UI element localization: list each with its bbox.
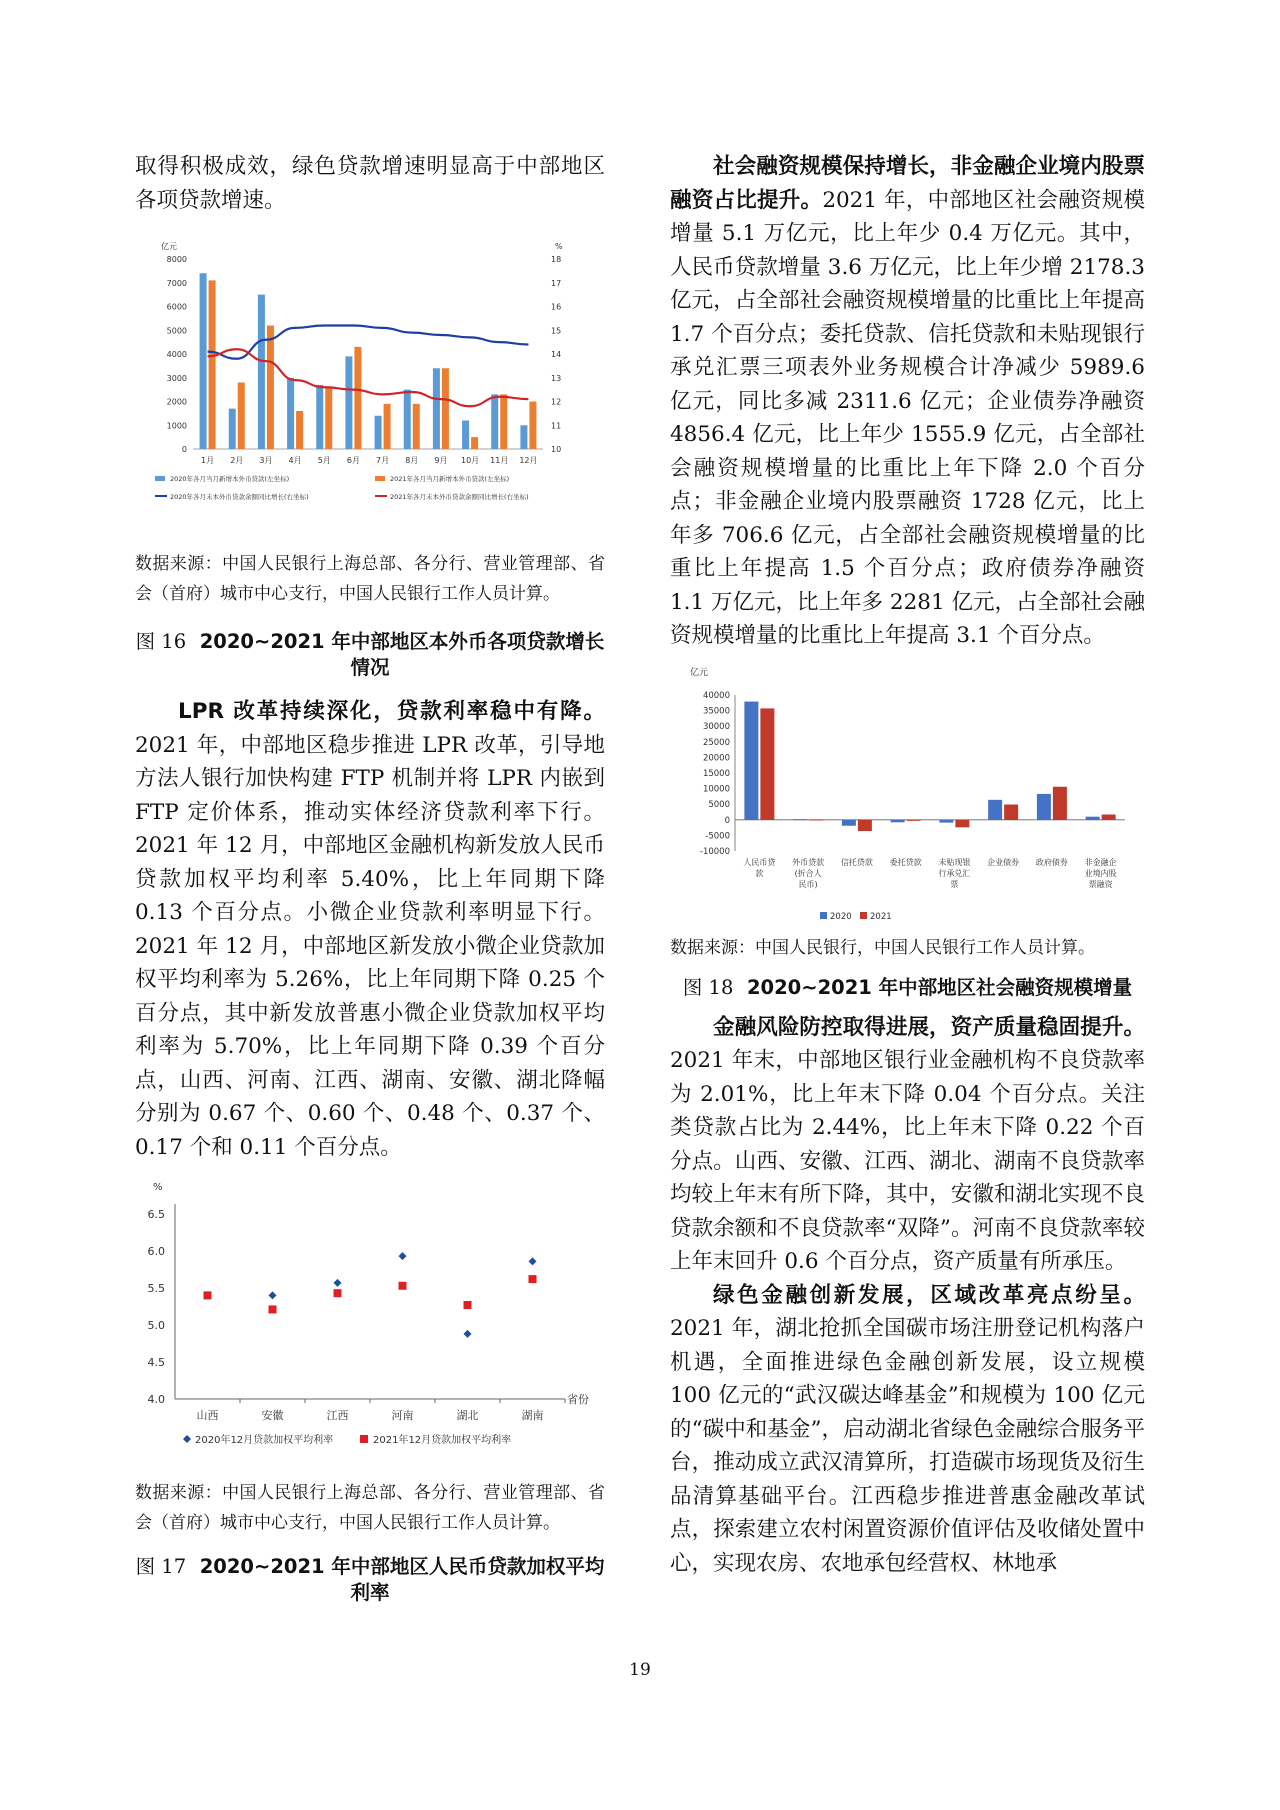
fig16-right-unit: %	[555, 242, 563, 251]
fig18-y-tick: 25000	[702, 737, 730, 748]
fig16-bar-2021	[384, 404, 391, 449]
lpr-body: 2021 年，中部地区稳步推进 LPR 改革，引导地方法人银行加快构建 FTP 机制并将 LPR 内嵌到 FTP 定价体系，推动实体经济贷款利率下行。2021 年 12 月，中部地区金融机构新发放人民币贷款加权平均利率 5.40%，比上年同期下降 0.13 个百分点。小微企业贷款利率明显下行。2021 年 12 月，中部地区新发放小微企业贷款加权平均利率为 5.26%，比上年同期下降 0.25 个百分点，其中新发放普惠小微企业贷款加权平均利率为 5.70%，比上年同期下降 0.39 个百分点，山西、河南、江西、湖南、安徽、湖北降幅分别为 0.67 个、0.60 个、0.48 个、0.37 个、0.17 个和 0.11 个百分点。	[135, 732, 605, 1160]
fig17-x-tick: 河南	[391, 1409, 414, 1422]
social-financing-body: 2021 年，中部地区社会融资规模增量 5.1 万亿元，比上年少 0.4 万亿元。其中，人民币贷款增量 3.6 万亿元，比上年少增 2178.3 亿元，占全部社会融资规模增量的比重比上年提高 1.7 个百分点；委托贷款、信托贷款和未贴现银行承兑汇票三项表外业务规模合计净减少 5989.6 亿元，同比多减 2311.6 亿元；企业债券净融资 4856.4 亿元，比上年少 1555.9 亿元，占全部社会融资规模增量的比重比上年下降 2.0 个百分点；非金融企业境内股票融资 1728 亿元，比上年多 706.6 亿元，占全部社会融资规模增量的比重比上年提高 1.5 个百分点；政府债券净融资 1.1 万亿元，比上年多 2281 亿元，占全部社会融资规模增量的比重比上年提高 3.1 个百分点。	[670, 187, 1145, 648]
figure-17-caption-number: 图 17	[135, 1555, 187, 1578]
fig16-x-tick: 3月	[259, 456, 273, 465]
fig18-bar-2021	[1102, 814, 1116, 819]
fig18-legend-swatch-2020	[820, 912, 827, 919]
fig18-x-tick: 信托贷款	[840, 857, 873, 867]
fig18-bar-2021	[858, 819, 872, 830]
fig18-bar-2020	[939, 819, 953, 822]
fig18-y-tick: 0	[724, 815, 730, 826]
fig18-bar-2021	[1004, 804, 1018, 819]
fig17-point-2020	[464, 1330, 472, 1338]
fig17-x-tick: 江西	[326, 1409, 349, 1422]
fig16-x-tick: 4月	[288, 456, 302, 465]
fig18-x-tick: 外币贷款	[792, 857, 825, 867]
fig17-legend-marker-2020	[183, 1435, 191, 1443]
fig16-bar-2021	[296, 411, 303, 449]
fig17-x-label: 省份	[567, 1393, 589, 1406]
social-financing-paragraph	[670, 150, 1145, 653]
fig17-point-2020	[269, 1291, 277, 1299]
figure-16-caption-text: 2020~2021 年中部地区本外币各项贷款增长情况	[199, 630, 605, 679]
figure-18-chart	[670, 661, 1145, 931]
fig16-x-tick: 8月	[405, 456, 419, 465]
fig17-y-tick: 6.0	[147, 1245, 165, 1258]
fig18-bar-2020	[988, 799, 1002, 819]
fig17-legend-label-2020: 2020年12月贷款加权平均利率	[195, 1435, 334, 1446]
figure-18-caption-number: 图 18	[682, 975, 734, 999]
fig16-left-tick: 3000	[166, 373, 187, 383]
risk-body: 2021 年末，中部地区银行业金融机构不良贷款率为 2.01%，比上年末下降 0.04 个百分点。关注类贷款占比为 2.44%，比上年末下降 0.22 个百分点。山西、安徽、江西、湖北、湖南不良贷款率均较上年末有所下降，其中，安徽和湖北实现不良贷款余额和不良贷款率“双降”。河南不良贷款率较上年末回升 0.6 个百分点，资产质量有所承压。	[670, 1048, 1145, 1274]
fig17-point-2021	[269, 1305, 277, 1313]
fig16-bar-2021	[442, 368, 449, 449]
fig17-point-2021	[204, 1291, 212, 1299]
fig18-bar-2021	[907, 819, 921, 820]
fig16-right-tick: 18	[551, 255, 562, 264]
fig17-y-unit: %	[153, 1182, 163, 1193]
fig18-bar-2020	[891, 819, 905, 821]
fig16-x-tick: 5月	[317, 456, 331, 465]
fig16-right-tick: 12	[551, 397, 562, 407]
fig16-left-tick: 2000	[166, 397, 187, 407]
fig16-right-tick: 17	[551, 278, 562, 288]
fig16-bar-2021	[209, 280, 216, 449]
fig16-legend-swatch	[155, 476, 165, 481]
figure-18-caption	[670, 975, 1145, 1001]
figure-16-source: 数据来源：中国人民银行上海总部、各分行、营业管理部、省会（首府）城市中心支行，中国人民银行工作人员计算。	[135, 554, 605, 604]
fig16-x-tick: 2月	[230, 456, 244, 465]
fig17-y-tick: 5.0	[147, 1319, 165, 1332]
fig16-left-tick: 5000	[166, 326, 187, 336]
fig17-legend-label-2021: 2021年12月贷款加权平均利率	[373, 1435, 512, 1446]
fig18-legend-label-2021: 2021	[870, 911, 892, 922]
figure-17-chart	[135, 1174, 605, 1464]
fig18-y-unit: 亿元	[690, 667, 709, 678]
fig18-x-tick: 款	[755, 868, 764, 878]
page-number: 19	[629, 1660, 651, 1680]
fig16-bar-2020	[345, 356, 352, 449]
fig18-bar-2021	[760, 708, 774, 819]
fig16-bar-2020	[433, 368, 440, 449]
fig16-bar-2021	[238, 383, 245, 450]
fig16-bar-2020	[200, 273, 207, 449]
fig16-x-tick: 11月	[490, 456, 509, 465]
fig18-bar-2020	[1037, 793, 1051, 819]
lpr-paragraph	[135, 695, 605, 1164]
fig16-left-tick: 1000	[166, 421, 187, 431]
risk-paragraph	[670, 1011, 1145, 1279]
fig17-point-2021	[529, 1275, 537, 1283]
fig16-bar-2020	[520, 425, 527, 449]
social-financing-heading: 社会融资规模保持增长，非金融企业境内股票融资占比提升。	[670, 154, 1145, 213]
fig16-x-tick: 12月	[519, 456, 538, 465]
fig17-point-2021	[334, 1289, 342, 1297]
fig17-y-tick: 4.0	[147, 1393, 165, 1406]
fig16-right-tick: 13	[551, 373, 562, 383]
fig16-right-tick: 11	[551, 421, 562, 431]
fig18-y-tick: -5000	[705, 830, 730, 841]
fig18-y-tick: 35000	[702, 706, 730, 717]
fig16-right-tick: 14	[551, 350, 562, 359]
fig16-x-tick: 9月	[434, 456, 448, 465]
fig16-legend-label: 2021年各月当月新增本外币贷款(左坐标)	[390, 475, 510, 483]
fig18-x-tick: 未贴现银	[938, 857, 971, 867]
fig16-bar-2020	[287, 378, 294, 449]
fig16-x-tick: 10月	[460, 456, 480, 465]
fig16-bar-2020	[258, 295, 265, 449]
fig16-right-tick: 16	[551, 302, 562, 312]
fig17-y-tick: 5.5	[147, 1282, 165, 1295]
fig16-left-tick: 7000	[166, 278, 187, 288]
fig18-bar-2020	[793, 819, 807, 820]
fig16-x-tick: 6月	[346, 456, 360, 465]
fig16-legend-label: 2020年各月末本外币贷款余额同比增长(右坐标)	[170, 493, 309, 501]
fig17-point-2020	[399, 1252, 407, 1260]
fig18-bar-2021	[1053, 786, 1067, 819]
fig16-right-tick: 15	[551, 326, 562, 336]
fig18-bar-2020	[842, 819, 856, 825]
green-finance-paragraph	[670, 1279, 1145, 1581]
fig17-legend-marker-2021	[360, 1435, 368, 1443]
fig16-bar-2020	[229, 409, 236, 449]
fig18-x-tick: 人民币贷	[743, 857, 776, 867]
fig18-x-tick: (折合人	[794, 868, 822, 878]
fig16-bar-2021	[500, 394, 507, 449]
fig18-bar-2021	[955, 819, 969, 826]
fig16-left-tick: 6000	[166, 302, 187, 312]
intro-paragraph: 取得积极成效，绿色贷款增速明显高于中部地区各项贷款增速。	[135, 154, 605, 213]
fig16-left-tick: 4000	[166, 350, 187, 359]
fig16-bar-2020	[375, 416, 382, 449]
fig18-legend-swatch-2021	[860, 912, 867, 919]
figure-17-caption-text: 2020~2021 年中部地区人民币贷款加权平均利率	[199, 1555, 605, 1604]
fig16-bar-2021	[413, 404, 420, 449]
figure-17-source: 数据来源：中国人民银行上海总部、各分行、营业管理部、省会（首府）城市中心支行，中国人民银行工作人员计算。	[135, 1483, 605, 1533]
fig17-y-tick: 4.5	[147, 1356, 165, 1369]
fig16-x-tick: 1月	[201, 456, 215, 465]
figure-17-caption	[135, 1554, 605, 1606]
right-column	[670, 150, 1145, 1580]
green-finance-heading: 绿色金融创新发展，区域改革亮点纷呈。	[713, 1282, 1145, 1308]
fig18-x-tick: 票	[950, 879, 959, 889]
fig18-y-tick: 15000	[702, 768, 730, 779]
fig16-bar-2020	[316, 385, 323, 449]
fig16-legend-label: 2021年各月末本外币贷款余额同比增长(右坐标)	[390, 493, 529, 501]
fig16-bar-2021	[471, 437, 478, 449]
fig17-x-tick: 湖南	[521, 1409, 544, 1422]
fig16-right-tick: 10	[551, 445, 562, 454]
fig18-y-tick: 40000	[702, 690, 730, 701]
fig16-bar-2021	[529, 402, 536, 450]
fig18-x-tick: 业境内股	[1084, 868, 1117, 878]
fig16-left-tick: 0	[181, 445, 187, 454]
left-column	[135, 150, 605, 1606]
fig16-bar-2021	[267, 326, 274, 450]
fig18-bar-2021	[809, 819, 823, 820]
fig18-x-tick: 企业债券	[987, 857, 1020, 867]
fig17-y-tick: 6.5	[147, 1208, 165, 1221]
fig16-legend-label: 2020年各月当月新增本外币贷款(左坐标)	[170, 475, 290, 483]
risk-heading: 金融风险防控取得进展，资产质量稳固提升。	[713, 1014, 1145, 1040]
fig17-point-2020	[529, 1257, 537, 1265]
fig18-bar-2020	[744, 701, 758, 819]
fig17-point-2021	[464, 1301, 472, 1309]
fig18-y-tick: -10000	[699, 846, 730, 857]
fig16-x-tick: 7月	[376, 456, 390, 465]
fig17-x-tick: 安徽	[261, 1409, 284, 1422]
fig18-y-tick: 5000	[708, 799, 730, 810]
figure-16-caption	[135, 629, 605, 681]
fig17-x-tick: 山西	[196, 1409, 219, 1422]
fig16-left-tick: 8000	[166, 255, 187, 264]
fig17-point-2020	[334, 1279, 342, 1287]
fig16-bar-2021	[325, 387, 332, 449]
fig18-bar-2020	[1086, 816, 1100, 819]
fig18-y-tick: 10000	[702, 784, 730, 795]
fig17-x-tick: 湖北	[456, 1409, 479, 1422]
fig16-bar-2020	[404, 390, 411, 449]
fig18-x-tick: 政府债券	[1035, 857, 1068, 867]
fig18-legend-label-2020: 2020	[830, 911, 852, 922]
green-finance-body: 2021 年，湖北抢抓全国碳市场注册登记机构落户机遇，全面推进绿色金融创新发展，设立规模 100 亿元的“武汉碳达峰基金”和规模为 100 亿元的“碳中和基金”，启动湖北省绿色金融综合服务平台，推动成立武汉清算所，打造碳市场现货及衍生品清算基础平台。江西稳步推进普惠金融改革试点，探索建立农村闲置资源价值评估及收储处置中心，实现农房、农地承包经营权、林地承	[670, 1316, 1145, 1576]
fig18-x-tick: 非金融企	[1084, 857, 1117, 867]
fig18-x-tick: 票融资	[1088, 879, 1113, 889]
figure-18-source: 数据来源：中国人民银行，中国人民银行工作人员计算。	[670, 937, 1095, 958]
figure-18-caption-text: 2020~2021 年中部地区社会融资规模增量	[746, 975, 1133, 999]
fig16-bar-2021	[354, 347, 361, 449]
figure-16-chart	[135, 231, 605, 531]
fig17-point-2021	[399, 1282, 407, 1290]
fig16-bar-2020	[491, 394, 498, 449]
fig18-y-tick: 30000	[702, 721, 730, 732]
fig18-y-tick: 20000	[702, 752, 730, 763]
fig18-x-tick: 民币)	[798, 879, 818, 889]
fig16-bar-2020	[462, 421, 469, 450]
fig16-left-unit: 亿元	[161, 242, 177, 251]
fig18-x-tick: 行承兑汇	[938, 868, 971, 878]
figure-16-caption-number: 图 16	[135, 630, 187, 653]
fig18-x-tick: 委托贷款	[889, 857, 922, 867]
lpr-heading: LPR 改革持续深化，贷款利率稳中有降。	[178, 699, 605, 724]
fig16-legend-swatch	[375, 476, 385, 481]
